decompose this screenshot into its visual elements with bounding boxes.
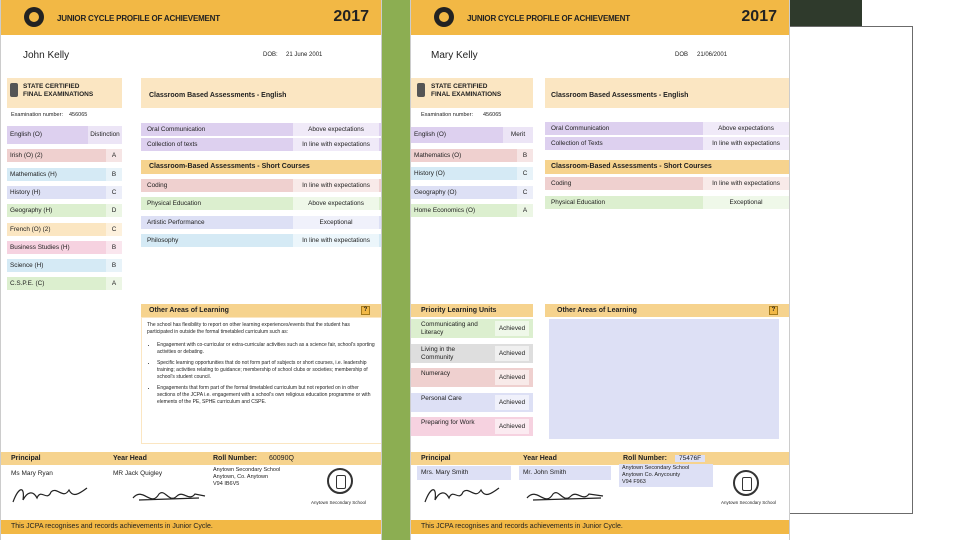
other-areas-bullet: • Specific learning opportunities that do not form part of subjects or short courses, i.e. leadership training; activities relating to guidance; membership of school clubs or societies; membership of school's student council. xyxy=(157,360,375,381)
principal-signature xyxy=(423,482,503,508)
assessment-name: Coding xyxy=(147,182,168,189)
assessment-rating: In line with expectations xyxy=(293,179,379,192)
assessment-row xyxy=(141,179,382,192)
subject-row xyxy=(7,277,122,290)
subject-name: Business Studies (H) xyxy=(10,243,70,251)
jcpa-logo-icon xyxy=(24,7,44,27)
plu-name: Numeracy xyxy=(421,370,451,377)
dob-label: DOB xyxy=(675,52,689,58)
signature-header xyxy=(411,452,790,465)
harp-icon xyxy=(417,83,425,97)
plu-row xyxy=(411,319,533,338)
assessment-name: Artistic Performance xyxy=(147,218,205,226)
plu-status: Achieved xyxy=(495,395,529,410)
exam-number: 456065 xyxy=(483,112,502,118)
state-certified-box xyxy=(7,78,122,108)
assessment-rating: Above expectations xyxy=(703,122,789,135)
yearhead-signature xyxy=(129,484,209,510)
subject-grade: Distinction xyxy=(88,126,122,144)
subject-name: Geography (O) xyxy=(414,188,457,196)
jcpa-document-mary-kelly xyxy=(410,0,790,540)
subject-name: Irish (O) (2) xyxy=(10,152,43,160)
subject-grade: A xyxy=(517,204,533,217)
other-areas-box xyxy=(141,304,382,444)
harp-icon xyxy=(10,83,18,97)
roll-number-label: Roll Number: xyxy=(213,455,257,462)
subject-name: Science (H) xyxy=(10,262,44,270)
subject-name: Geography (H) xyxy=(10,207,53,215)
school-address-line: V94 F963 xyxy=(622,479,646,485)
roll-number: 60090Q xyxy=(269,455,294,462)
subject-grade: C xyxy=(517,167,533,180)
principal-signature xyxy=(11,482,91,508)
other-areas-header xyxy=(545,304,790,317)
subject-grade: B xyxy=(106,259,122,272)
subject-row xyxy=(411,186,533,199)
slide-green-strip xyxy=(381,0,411,540)
school-address-line: Anytown Secondary School xyxy=(213,467,281,473)
subject-row xyxy=(411,127,533,143)
yearhead-name: MR Jack Quigley xyxy=(113,470,163,477)
subject-name: C.S.P.E. (C) xyxy=(10,280,45,288)
subject-grade: A xyxy=(106,149,122,162)
subject-name: English (O) xyxy=(414,131,446,138)
assessment-row xyxy=(141,123,382,136)
jcpa-document-john-kelly xyxy=(0,0,382,540)
assessment-name: Coding xyxy=(551,180,572,187)
subject-row xyxy=(7,241,122,254)
subject-name: History (H) xyxy=(10,188,41,196)
subject-row xyxy=(7,168,122,181)
dob-value: 21/06/2001 xyxy=(697,52,728,58)
subject-row xyxy=(411,167,533,180)
assessment-rating: Above expectations xyxy=(293,123,379,136)
student-name: John Kelly xyxy=(23,50,70,61)
subject-row xyxy=(7,223,122,236)
subject-grade: B xyxy=(106,241,122,254)
cba-english-title: Classroom Based Assessments - English xyxy=(551,92,689,99)
subject-row xyxy=(411,149,533,162)
school-address-line: Anytown Secondary School xyxy=(622,465,690,471)
help-icon: ? xyxy=(361,306,370,315)
plu-status: Achieved xyxy=(495,321,529,336)
assessment-rating: In line with expectations xyxy=(293,234,379,247)
document-footer: This JCPA recognises and records achievements in Junior Cycle. xyxy=(1,520,381,534)
assessment-name: Physical Education xyxy=(551,198,605,206)
subject-name: History (O) xyxy=(414,170,445,177)
subject-name: Home Economics (O) xyxy=(414,207,476,214)
short-courses-header xyxy=(141,160,382,174)
assessment-rating: Exceptional xyxy=(703,196,789,209)
plu-header xyxy=(411,304,533,317)
subject-grade: B xyxy=(106,168,122,181)
plu-row xyxy=(411,393,533,412)
plu-name: Living in the Community xyxy=(421,345,456,361)
assessment-row xyxy=(545,137,790,150)
document-title: JUNIOR CYCLE PROFILE OF ACHIEVEMENT xyxy=(57,14,220,23)
exam-number-label: Examination number: xyxy=(421,112,473,118)
plu-name: Communicating and Literacy xyxy=(421,321,478,336)
subject-grade: D xyxy=(106,204,122,217)
school-crest-icon xyxy=(733,470,759,496)
yearhead-signature xyxy=(523,484,613,510)
school-address xyxy=(619,464,713,487)
subject-grade: C xyxy=(106,186,122,199)
yearhead-label: Year Head xyxy=(523,455,557,462)
student-name: Mary Kelly xyxy=(431,50,478,61)
yearhead-name: Mr. John Smith xyxy=(519,466,611,480)
subject-row xyxy=(7,186,122,199)
dob-label: DOB: xyxy=(263,52,278,58)
plu-name: Preparing for Work xyxy=(421,419,475,426)
assessment-rating: Above expectations xyxy=(293,197,379,210)
other-areas-bullet: • Engagement with co-curricular or extra-curricular activities such as a science fair, school's sporting activities or debating. xyxy=(157,342,375,356)
subject-grade: C xyxy=(517,186,533,199)
document-title: JUNIOR CYCLE PROFILE OF ACHIEVEMENT xyxy=(467,14,630,23)
assessment-name: Philosophy xyxy=(147,236,179,244)
cba-english-header xyxy=(545,78,790,108)
principal-label: Principal xyxy=(421,455,451,462)
document-year: 2017 xyxy=(741,8,777,25)
short-courses-header xyxy=(545,160,790,174)
subject-grade: Merit xyxy=(503,127,533,143)
other-areas-intro: The school has flexibility to report on other learning experiences/events that the student has participated in outside the formal timetabled curriculum such as: xyxy=(147,322,350,335)
other-areas-bullets xyxy=(147,342,375,410)
assessment-rating: In line with expectations xyxy=(703,137,789,150)
assessment-rating: In line with expectations xyxy=(703,177,789,190)
document-header xyxy=(1,0,381,35)
roll-number-label: Roll Number: xyxy=(623,455,667,462)
school-address-line: V94 IB6V5 xyxy=(213,481,240,487)
subject-row xyxy=(7,149,122,162)
assessment-rating: In line with expectations xyxy=(293,138,379,151)
assessment-row xyxy=(141,216,382,229)
plu-name: Personal Care xyxy=(421,394,462,402)
document-footer: This JCPA recognises and records achievements in Junior Cycle. xyxy=(411,520,789,534)
school-crest-caption: Anytown Secondary School xyxy=(311,500,367,505)
school-address-line: Anytown Co. Anycounty xyxy=(622,472,681,478)
assessment-name: Collection of texts xyxy=(147,141,198,148)
roll-number: 75476F xyxy=(675,455,705,462)
plu-status: Achieved xyxy=(495,370,529,385)
assessment-rating: Exceptional xyxy=(293,216,379,229)
plu-status: Achieved xyxy=(495,419,529,434)
short-courses-title: Classroom-Based Assessments - Short Courses xyxy=(551,163,712,170)
subject-grade: C xyxy=(106,223,122,236)
subject-row xyxy=(7,259,122,272)
exam-number-label: Examination number: xyxy=(11,112,63,118)
subject-row xyxy=(411,204,533,217)
document-year: 2017 xyxy=(333,8,369,25)
help-icon: ? xyxy=(769,306,778,315)
assessment-row xyxy=(141,138,382,151)
assessment-name: Physical Education xyxy=(147,200,201,208)
school-address-line: Anytown, Co. Anytown xyxy=(213,474,269,480)
subject-row xyxy=(7,126,122,144)
subject-name: Mathematics (O) xyxy=(414,151,462,159)
cba-english-title: Classroom Based Assessments - English xyxy=(149,92,287,99)
other-areas-title: Other Areas of Learning xyxy=(149,307,229,314)
exam-number: 456065 xyxy=(69,112,88,118)
subject-name: French (O) (2) xyxy=(10,225,51,233)
assessment-row xyxy=(545,177,790,190)
final-exams-label: FINAL EXAMINATIONS xyxy=(23,91,94,98)
assessment-row xyxy=(545,196,790,209)
yearhead-label: Year Head xyxy=(113,455,147,462)
school-crest-caption: Anytown Secondary School xyxy=(721,500,777,505)
other-areas-bullet: • Engagements that form part of the formal timetabled curriculum but not reported on in other sections of the JCPA i.e. engagement with a school's own religious education programme or with elements of the PE, SPHE curriculum and CSPE. xyxy=(157,385,375,406)
state-certified-label: STATE CERTIFIED xyxy=(23,83,80,90)
subject-grade: B xyxy=(517,149,533,162)
jcpa-logo-icon xyxy=(434,7,454,27)
assessment-row xyxy=(141,197,382,210)
principal-label: Principal xyxy=(11,455,41,462)
other-areas-title: Other Areas of Learning xyxy=(557,307,637,314)
state-certified-label: STATE CERTIFIED xyxy=(431,83,488,90)
subject-row xyxy=(7,204,122,217)
plu-row xyxy=(411,344,533,363)
cba-english-header xyxy=(141,78,382,108)
subject-grade: A xyxy=(106,277,122,290)
subject-name: Mathematics (H) xyxy=(10,170,57,178)
assessment-name: Collection of Texts xyxy=(551,140,603,147)
school-crest-icon xyxy=(327,468,353,494)
assessment-name: Oral Communication xyxy=(147,126,206,133)
other-areas-content xyxy=(549,319,779,439)
assessment-row xyxy=(141,234,382,247)
assessment-name: Oral Communication xyxy=(551,125,610,132)
short-courses-title: Classroom-Based Assessments - Short Courses xyxy=(149,163,310,170)
plu-status: Achieved xyxy=(495,346,529,361)
principal-name: Ms Mary Ryan xyxy=(11,470,53,477)
plu-title: Priority Learning Units xyxy=(421,307,497,314)
school-address xyxy=(213,467,280,488)
subject-name: English (O) xyxy=(10,131,42,138)
principal-name: Mrs. Mary Smith xyxy=(417,466,511,480)
plu-row xyxy=(411,368,533,387)
state-certified-box xyxy=(411,78,533,108)
assessment-row xyxy=(545,122,790,135)
document-header xyxy=(411,0,789,35)
dob-value: 21 June 2001 xyxy=(286,52,323,58)
signature-header xyxy=(1,452,382,465)
final-exams-label: FINAL EXAMINATIONS xyxy=(431,91,502,98)
plu-row xyxy=(411,417,533,436)
